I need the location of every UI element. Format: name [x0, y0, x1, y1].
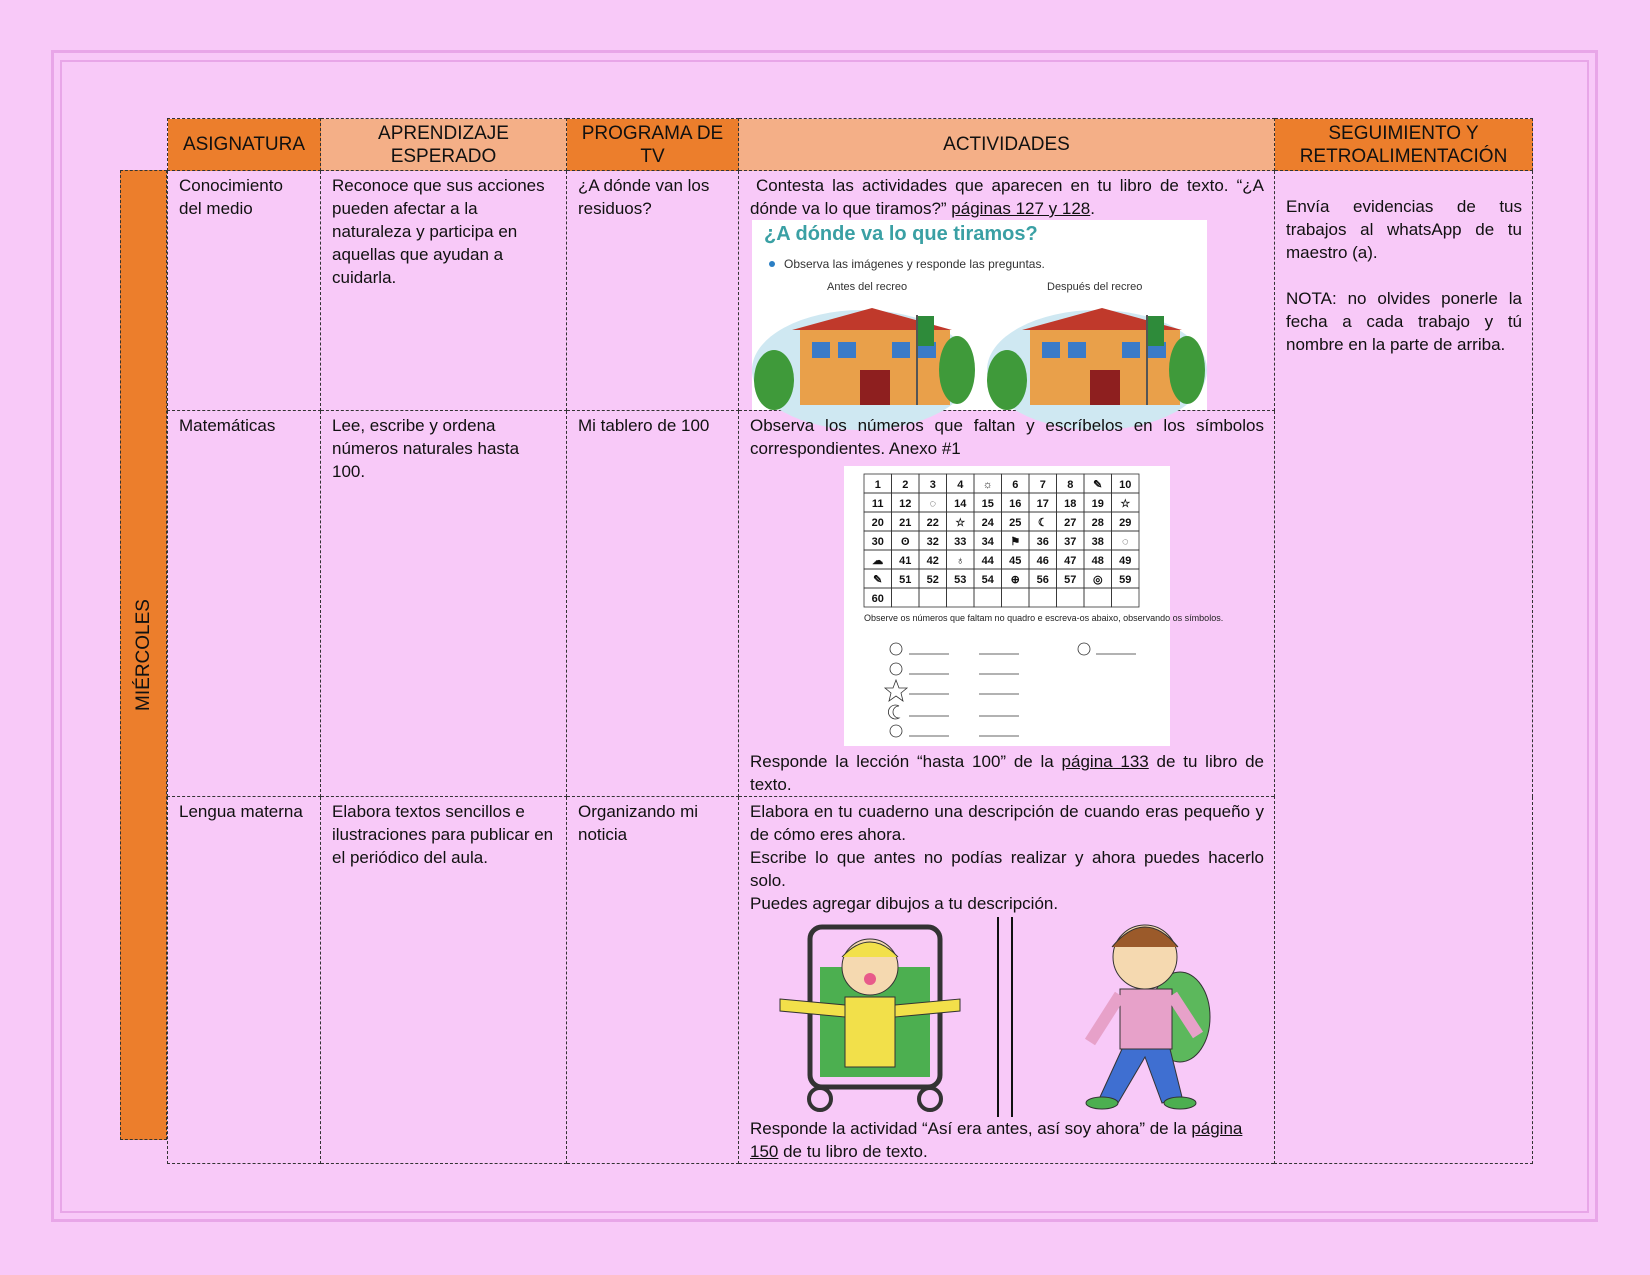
grid-cell-value: 15 [981, 498, 994, 510]
grid-cell-value: 38 [1091, 536, 1104, 548]
tv-cell: ¿A dónde van los residuos? [567, 171, 739, 411]
grid-cell-value: 49 [1119, 555, 1132, 567]
grid-cell-value: 54 [981, 574, 994, 586]
learning-cell: Lee, escribe y ordena números naturales hasta 100. [321, 411, 567, 797]
grid-cell-value: 30 [871, 536, 884, 548]
grid-cell-value: 36 [1036, 536, 1049, 548]
grid-cell-value: 18 [1064, 498, 1077, 510]
illus-left-caption: Antes del recreo [827, 281, 908, 293]
grid-cell-value: 19 [1091, 498, 1104, 510]
grid-cell-value: ☆ [1120, 498, 1131, 510]
feedback-cell [1275, 171, 1533, 1164]
grid-cell-value: 6 [1012, 479, 1019, 491]
header-activities: ACTIVIDADES [739, 119, 1275, 171]
header-tv: PROGRAMA DE TV [567, 119, 739, 171]
grid-cell-value: 14 [954, 498, 967, 510]
tv-cell: Mi tablero de 100 [567, 411, 739, 797]
header-learning: APRENDIZAJE ESPERADO [321, 119, 567, 171]
activity-final-before: Responde la actividad “Así era antes, así soy ahora” de la [750, 1119, 1192, 1138]
grid-cell-value: 24 [981, 517, 994, 529]
grid-cell-value: 27 [1064, 517, 1077, 529]
grid-cell-value: 42 [926, 555, 939, 567]
grid-cell-value: 59 [1119, 574, 1132, 586]
grid-cell-value: ☼ [982, 479, 993, 491]
grid-cell-value: 53 [954, 574, 967, 586]
feedback-note: NOTA: no olvides ponerle la fecha a cada trabajo y tú nombre en la parte de arriba. [1286, 289, 1522, 354]
activity-text: Observa los números que faltan y escríbelos en los símbolos correspondientes. Anexo #1 [750, 416, 1264, 458]
grid-cell-value: ◌ [1121, 536, 1129, 548]
grid-cell-value: 7 [1039, 479, 1046, 491]
grid-cell-value: ◌ [929, 498, 937, 510]
grid-cell-value: ⊕ [1010, 574, 1020, 586]
tv-cell: Organizando mi noticia [567, 797, 739, 1164]
activity-text-2-before: Responde la lección “hasta 100” de la [750, 752, 1062, 771]
grid-cell-value: 8 [1067, 479, 1074, 491]
grid-cell-value: 1 [874, 479, 881, 491]
grid-cell-value: ◎ [1092, 574, 1103, 586]
grid-cell-value: 17 [1036, 498, 1049, 510]
grid-cell-value: ☁ [872, 555, 884, 567]
grid-cell-value: 16 [1009, 498, 1022, 510]
grid-cell-value: 29 [1119, 517, 1132, 529]
grid-cell-value: ✎ [1093, 479, 1103, 491]
grid-cell-value: 21 [899, 517, 912, 529]
activity-cell [739, 797, 1275, 1164]
feedback-text-1: Envía evidencias de tus trabajos al whatsApp de tu maestro (a). [1286, 197, 1522, 262]
grid-cell-value: ʘ [900, 536, 910, 548]
grid-cell-value: ⚑ [1010, 536, 1021, 548]
day-label: MIÉRCOLES [132, 599, 154, 711]
number-grid-worksheet [844, 466, 1224, 746]
grid-cell-value: 45 [1009, 555, 1022, 567]
activity-line-1: Elabora en tu cuaderno una descripción de cuando eras pequeño y de cómo eres ahora. [750, 802, 1264, 844]
illus-right-caption: Después del recreo [1047, 281, 1143, 293]
subject-cell: Conocimiento del medio [168, 171, 321, 411]
school-illustration [752, 220, 1207, 410]
header-row [168, 119, 1533, 171]
activity-line-3: Puedes agregar dibujos a tu descripción. [750, 894, 1059, 913]
activity-text-2 [750, 750, 1264, 796]
activity-line-2: Escribe lo que antes no podías realizar y ahora puedes hacerlo solo. [750, 848, 1264, 890]
grid-cell-value: 2 [902, 479, 909, 491]
grid-cell-value: 60 [871, 593, 884, 605]
activity-punct: . [1090, 199, 1095, 218]
subject-cell: Lengua materna [168, 797, 321, 1164]
grid-cell-value: 41 [899, 555, 912, 567]
header-subject: ASIGNATURA [168, 119, 321, 171]
grid-cell-value: 10 [1119, 479, 1132, 491]
activity-link[interactable]: páginas 127 y 128 [951, 199, 1091, 218]
activity-final-after: de tu libro de texto. [778, 1142, 928, 1161]
lesson-plan-table [167, 118, 1533, 1164]
grid-cell-value: 34 [981, 536, 994, 548]
day-column [120, 170, 167, 1140]
activity-cell [739, 171, 1275, 411]
grid-cell-value: 44 [981, 555, 994, 567]
activity-cell [739, 411, 1275, 797]
grid-cell-value: 12 [899, 498, 912, 510]
activity-final [750, 1117, 1264, 1163]
baby-stroller-drawing [780, 927, 960, 1110]
grid-cell-value: 56 [1036, 574, 1049, 586]
grid-cell-value: 22 [926, 517, 939, 529]
grid-cell-value: 37 [1064, 536, 1077, 548]
grid-cell-value: 57 [1064, 574, 1077, 586]
illus-instruction: Observa las imágenes y responde las preguntas. [784, 257, 1045, 271]
grid-cell-value: 25 [1009, 517, 1022, 529]
learning-cell: Elabora textos sencillos e ilustraciones para publicar en el periódico del aula. [321, 797, 567, 1164]
grid-cell-value: 11 [871, 498, 884, 510]
table-row [168, 171, 1533, 411]
grid-cell-value: ✎ [873, 574, 883, 586]
grid-cell-value: 3 [929, 479, 936, 491]
grid-cell-value: 32 [926, 536, 939, 548]
grid-cell-value: ♁ [956, 555, 965, 567]
activity-link-3[interactable]: página 150 [750, 1119, 1243, 1161]
grid-cell-value: ☾ [1037, 517, 1048, 529]
grid-cell-value: 33 [954, 536, 967, 548]
grid-cell-value: 20 [871, 517, 884, 529]
grid-cell-value: ☆ [955, 517, 966, 529]
subject-cell: Matemáticas [168, 411, 321, 797]
grid-cell-value: 51 [899, 574, 912, 586]
grid-cell-value: 4 [957, 479, 964, 491]
illus-title: ¿A dónde va lo que tiramos? [764, 223, 1038, 245]
header-feedback: SEGUIMIENTO Y RETROALIMENTACIÓN [1275, 119, 1533, 171]
grid-caption: Observe os números que faltam no quadro e escreva-os abaixo, observando os símbolos. [864, 613, 1224, 623]
grid-cell-value: 47 [1064, 555, 1077, 567]
before-after-illustration [750, 917, 1250, 1117]
grid-cell-value: 46 [1036, 555, 1049, 567]
grid-cell-value: 28 [1091, 517, 1104, 529]
grid-cell-value: 48 [1091, 555, 1104, 567]
grid-cell-value: 52 [926, 574, 939, 586]
activity-text: Contesta las actividades que aparecen en tu libro de texto. “¿A dónde va lo que tiramos?” [750, 176, 1264, 218]
activity-link-2[interactable]: página 133 [1061, 752, 1149, 771]
child-drawing [1086, 925, 1210, 1109]
learning-cell: Reconoce que sus acciones pueden afectar a la naturaleza y participa en aquellas que ayudan a cuidarla. [321, 171, 567, 411]
activity-text-2-after: de tu libro de texto. [750, 752, 1264, 794]
